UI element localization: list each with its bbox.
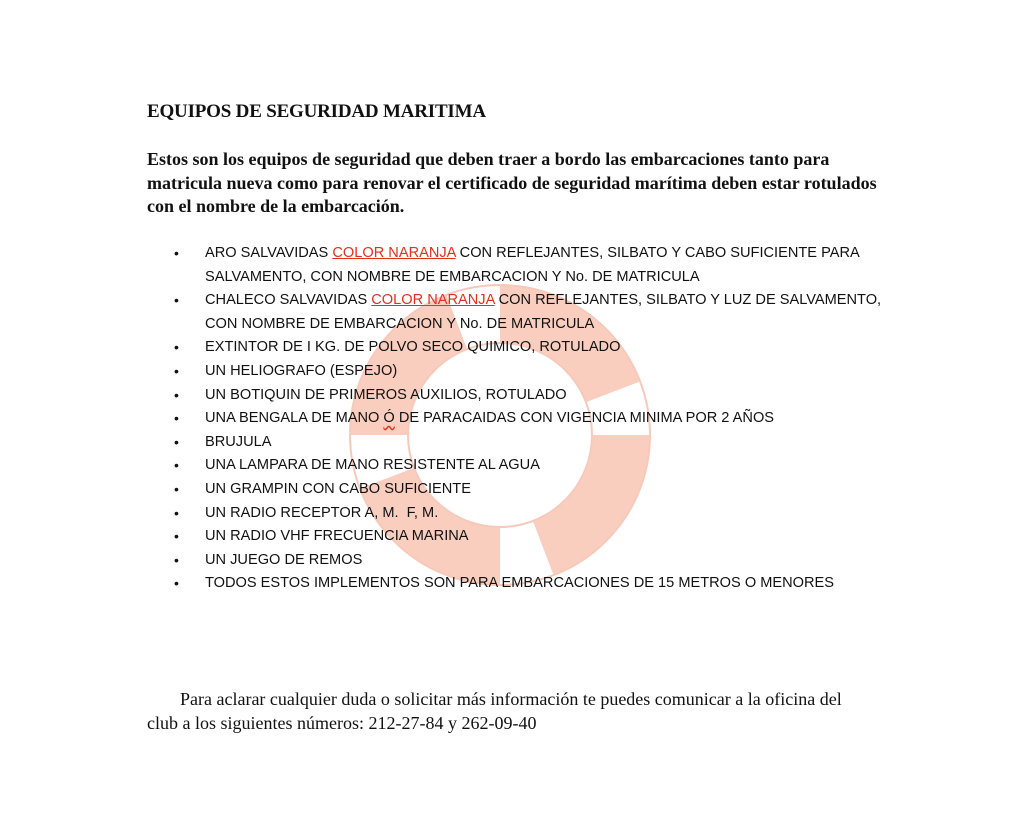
list-item: • UNA LAMPARA DE MANO RESISTENTE AL AGUA <box>170 454 890 478</box>
list-item: • UN BOTIQUIN DE PRIMEROS AUXILIOS, ROTULADO <box>170 384 890 408</box>
bullet: • <box>174 362 179 379</box>
bullet: • <box>174 551 179 568</box>
bullet: • <box>174 339 179 356</box>
bullet: • <box>174 386 179 403</box>
list-item: • EXTINTOR DE I KG. DE POLVO SECO QUIMICO, ROTULADO <box>170 336 890 360</box>
highlight-text: COLOR NARANJA <box>371 292 495 309</box>
list-item: • UN GRAMPIN CON CABO SUFICIENTE <box>170 478 890 502</box>
bullet: • <box>174 480 179 497</box>
bullet: • <box>174 528 179 545</box>
spelling-flag: Ó <box>383 410 395 427</box>
list-item: • TODOS ESTOS IMPLEMENTOS SON PARA EMBARCACIONES DE 15 METROS O MENORES <box>170 572 890 596</box>
closing-paragraph <box>147 688 867 735</box>
list-item: • UNA BENGALA DE MANO Ó DE PARACAIDAS CON VIGENCIA MINIMA POR 2 AÑOS <box>170 407 890 431</box>
intro-paragraph: Estos son los equipos de seguridad que deben traer a bordo las embarcaciones tanto para matricula nueva como para renovar el certificado de seguridad marítima deben estar rotulados con el nombre de la embarcación. <box>147 149 877 216</box>
list-item: • UN RADIO RECEPTOR A, M. F, M. <box>170 502 890 526</box>
closing-text: Para aclarar cualquier duda o solicitar más información te puedes comunicar a la oficina del club a los siguientes números: 212-27-84 y 262-09-40 <box>147 689 842 733</box>
list-item: • UN RADIO VHF FRECUENCIA MARINA <box>170 525 890 549</box>
bullet: • <box>174 245 179 261</box>
bullet: • <box>174 292 179 309</box>
list-item: • BRUJULA <box>170 431 890 455</box>
list-item: • UN JUEGO DE REMOS <box>170 549 890 573</box>
list-item: • UN HELIOGRAFO (ESPEJO) <box>170 360 890 384</box>
bullet: • <box>174 575 179 592</box>
highlight-text: COLOR NARANJA <box>332 245 456 261</box>
list-item: • ARO SALVAVIDAS COLOR NARANJA CON REFLEJANTES, SILBATO Y CABO SUFICIENTE PARA SALVAMENTO, CON NOMBRE DE EMBARCACION Y No. DE MATRICULA <box>170 242 890 289</box>
bullet: • <box>174 457 179 474</box>
list-item: • CHALECO SALVAVIDAS COLOR NARANJA CON REFLEJANTES, SILBATO Y LUZ DE SALVAMENTO, CON NOMBRE DE EMBARCACION Y No. DE MATRICULA <box>170 289 890 336</box>
bullet: • <box>174 410 179 427</box>
bullet: • <box>174 504 179 521</box>
bullet: • <box>174 433 179 450</box>
equipment-list <box>170 242 890 596</box>
document-title: EQUIPOS DE SEGURIDAD MARITIMA <box>147 101 486 122</box>
